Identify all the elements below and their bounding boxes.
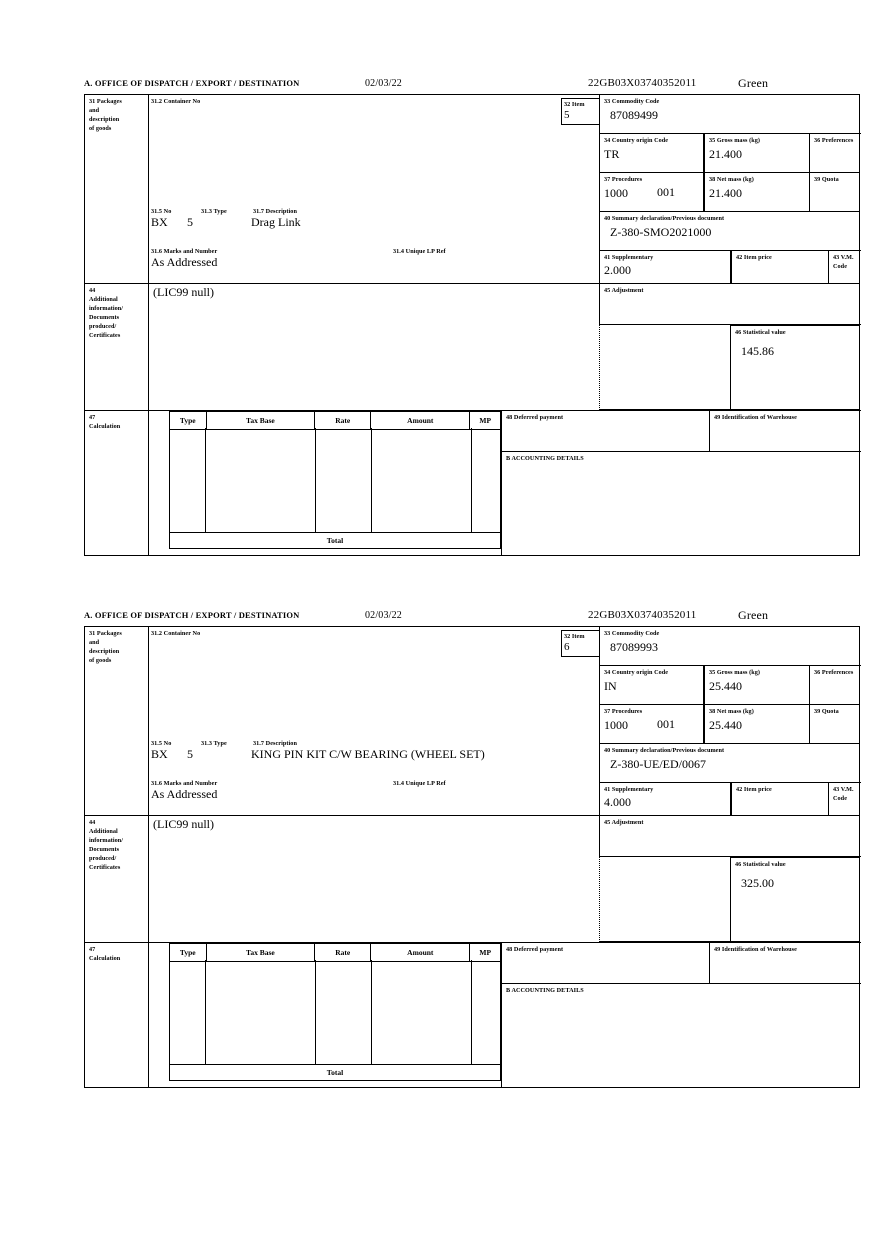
box-44-value: (LIC99 null): [153, 285, 214, 299]
box-46-left-blank: [599, 325, 730, 410]
col-mp: MP: [470, 412, 501, 430]
box-46-left-blank-2: [599, 857, 730, 942]
box-44-label2-line6: Certificates: [89, 864, 121, 871]
box-37-label-2: 37 Procedures: [604, 708, 643, 715]
box-49-warehouse-2: [709, 943, 861, 984]
lane-status: Green: [738, 76, 769, 90]
box-40-previous-document: [599, 212, 861, 251]
packages-no-label: 31.5 No: [151, 208, 172, 215]
packages-no-value-2: BX: [151, 747, 168, 761]
box-49-label: 49 Identification of Warehouse: [714, 414, 797, 421]
box-36-label: 36 Preferences: [814, 137, 854, 144]
form-header: [84, 78, 862, 94]
unique-lp-ref-label: 31.4 Unique LP Ref: [393, 248, 446, 255]
box-46-statistical-value: [730, 325, 860, 410]
box-34-country-origin: [599, 134, 704, 173]
calc-divider-2-2: [315, 960, 316, 1064]
mrn-number-2: 22GB03X03740352011: [588, 609, 697, 621]
box-47-calculation-area: [149, 410, 861, 556]
box-42-item-price-2: [731, 783, 829, 816]
box-34-label: 34 Country origin Code: [604, 137, 669, 144]
box-39-label: 39 Quota: [814, 176, 839, 183]
box-44-label2-line3: information/: [89, 837, 124, 844]
box-35-gross-mass-2: [704, 666, 810, 705]
box-47-label: [85, 410, 149, 556]
marks-and-number-label: 31.6 Marks and Number: [151, 248, 218, 255]
box-35-label-2: 35 Gross mass (kg): [709, 669, 761, 676]
box-b-label: B ACCOUNTING DETAILS: [506, 455, 584, 462]
box-31-label2-line4: of goods: [89, 657, 112, 664]
box-44-label-line5: produced/: [89, 323, 117, 330]
box-39-quota: [810, 173, 860, 212]
box-32-item-value: 5: [564, 109, 570, 121]
box-40-label-2: 40 Summary declaration/Previous document: [604, 747, 725, 754]
form-body: [84, 94, 860, 556]
box-41-label-2: 41 Supplementary: [604, 786, 654, 793]
box-38-label-2: 38 Net mass (kg): [709, 708, 754, 715]
box-40-label: 40 Summary declaration/Previous document: [604, 215, 725, 222]
box-35-label: 35 Gross mass (kg): [709, 137, 761, 144]
box-35-value-2: 25.440: [709, 679, 742, 693]
calculation-empty-body-2: [169, 960, 501, 1064]
box-31-label2-line3: description: [89, 648, 120, 655]
box-45-adjustment-2: [599, 816, 861, 857]
packages-description-value-2: KING PIN KIT C/W BEARING (WHEEL SET): [251, 747, 485, 761]
box-47-label-line1: 47: [89, 414, 96, 421]
box-44-value-2: (LIC99 null): [153, 817, 214, 831]
box-40-value: Z-380-SMO2021000: [610, 225, 712, 239]
declaration-date: 02/03/22: [365, 78, 402, 89]
box-38-net-mass-2: [704, 705, 810, 744]
box-31-label-line3: description: [89, 116, 120, 123]
box-45-label: 45 Adjustment: [604, 287, 644, 294]
container-no-label: 31.2 Container No: [151, 98, 201, 105]
calc-divider-2: [315, 428, 316, 532]
col-tax-base: Tax Base: [206, 412, 315, 430]
box-36-label-2: 36 Preferences: [814, 669, 854, 676]
box-37-value-2-2: 001: [657, 717, 675, 731]
box-31-label-line2: and: [89, 107, 100, 114]
box-37-procedures-2: [599, 705, 704, 744]
packages-description-value: Drag Link: [251, 215, 301, 229]
box-34-label-2: 34 Country origin Code: [604, 669, 669, 676]
box-49-label-2: 49 Identification of Warehouse: [714, 946, 797, 953]
box-32-item-label-2: 32 Item: [564, 633, 585, 640]
box-31-packages-area-2: [149, 627, 543, 815]
calc-divider-1-2: [205, 960, 206, 1064]
box-44-label2-line4: Documents: [89, 846, 120, 853]
box-32-item-frame-2: [561, 630, 599, 657]
box-32-item-frame: [561, 98, 599, 125]
box-b-accounting-details-2: [501, 984, 861, 1088]
box-34-country-origin-2: [599, 666, 704, 705]
box-b-accounting-details: [501, 452, 861, 556]
marks-and-number-label-2: 31.6 Marks and Number: [151, 780, 218, 787]
packages-type-label-2: 31.3 Type: [201, 740, 227, 747]
form-body-2: [84, 626, 860, 1088]
box-43-label: 43 V.M. Code: [833, 254, 854, 270]
col-rate: Rate: [315, 412, 371, 430]
box-44-label-2: [85, 815, 149, 942]
box-46-label-2: 46 Statistical value: [735, 861, 786, 868]
box-36-preferences-2: [810, 666, 860, 705]
col-amount-2: Amount: [371, 944, 470, 962]
calc-divider-4: [471, 428, 472, 532]
packages-no-label-2: 31.5 No: [151, 740, 172, 747]
box-37-value-2: 001: [657, 185, 675, 199]
box-46-value-2: 325.00: [741, 876, 774, 890]
box-38-label: 38 Net mass (kg): [709, 176, 754, 183]
box-42-item-price: [731, 251, 829, 284]
form-header-2: [84, 610, 862, 626]
lane-status-2: Green: [738, 608, 769, 622]
box-44-label2-line5: produced/: [89, 855, 117, 862]
box-31-label: [85, 95, 149, 283]
box-44-label-line6: Certificates: [89, 332, 121, 339]
box-45-adjustment: [599, 284, 861, 325]
box-43-vm-code: [829, 251, 860, 284]
box-33-label: 33 Commodity Code: [604, 98, 660, 105]
box-33-commodity-code-2: [599, 627, 861, 666]
box-44-label-line2: Additional: [89, 296, 118, 303]
box-47-label2-line1: 47: [89, 946, 96, 953]
box-43-label-2: 43 V.M. Code: [833, 786, 854, 802]
table-header-row-2: [170, 944, 501, 962]
box-41-supplementary: [599, 251, 731, 284]
box-32-item-label: 32 Item: [564, 101, 585, 108]
box-46-label: 46 Statistical value: [735, 329, 786, 336]
col-rate-2: Rate: [315, 944, 371, 962]
box-44-label-line4: Documents: [89, 314, 120, 321]
box-44-label-line3: information/: [89, 305, 124, 312]
col-amount: Amount: [371, 412, 470, 430]
box-47-label2-line2: Calculation: [89, 955, 121, 962]
table-header-row: [170, 412, 501, 430]
col-mp-2: MP: [470, 944, 501, 962]
box-45-label-2: 45 Adjustment: [604, 819, 644, 826]
box-44-additional-information: [149, 283, 599, 410]
box-32-item-value-2: 6: [564, 641, 570, 653]
box-40-previous-document-2: [599, 744, 861, 783]
calculation-total-row: Total: [169, 532, 501, 549]
box-44-additional-information-2: [149, 815, 599, 942]
packages-type-value-2: 5: [187, 747, 193, 761]
container-no-label-2: 31.2 Container No: [151, 630, 201, 637]
box-44-label2-line2: Additional: [89, 828, 118, 835]
declaration-date-2: 02/03/22: [365, 610, 402, 621]
packages-type-label: 31.3 Type: [201, 208, 227, 215]
box-49-warehouse: [709, 411, 861, 452]
box-46-statistical-value-2: [730, 857, 860, 942]
box-34-value-2: IN: [604, 679, 617, 693]
box-48-label: 48 Deferred payment: [506, 414, 564, 421]
mrn-number: 22GB03X03740352011: [588, 77, 697, 89]
calc-divider-3: [371, 428, 372, 532]
box-36-preferences: [810, 134, 860, 173]
box-48-label-2: 48 Deferred payment: [506, 946, 564, 953]
box-41-supplementary-2: [599, 783, 731, 816]
marks-and-number-value: As Addressed: [151, 255, 218, 269]
box-35-value: 21.400: [709, 147, 742, 161]
calc-divider-1: [205, 428, 206, 532]
customs-declaration-form-2: [84, 610, 862, 1088]
box-31-label-line1: 31 Packages: [89, 98, 122, 105]
box-33-label-2: 33 Commodity Code: [604, 630, 660, 637]
packages-description-label-2: 31.7 Description: [253, 740, 297, 747]
box-41-value: 2.000: [604, 263, 631, 277]
box-33-value-2: 87089993: [610, 640, 658, 654]
box-b-label-2: B ACCOUNTING DETAILS: [506, 987, 584, 994]
box-43-vm-code-2: [829, 783, 860, 816]
box-37-procedures: [599, 173, 704, 212]
box-44-label: [85, 283, 149, 410]
box-44-label2-line1: 44: [89, 819, 96, 826]
packages-description-label: 31.7 Description: [253, 208, 297, 215]
box-47-label-line2: Calculation: [89, 423, 121, 430]
box-38-value-2: 25.440: [709, 718, 742, 732]
box-47-calculation-area-2: [149, 942, 861, 1088]
box-35-gross-mass: [704, 134, 810, 173]
packages-no-value: BX: [151, 215, 168, 229]
box-31-label-line4: of goods: [89, 125, 112, 132]
col-type-2: Type: [170, 944, 207, 962]
unique-lp-ref-label-2: 31.4 Unique LP Ref: [393, 780, 446, 787]
box-38-value: 21.400: [709, 186, 742, 200]
box-41-value-2: 4.000: [604, 795, 631, 809]
packages-type-value: 5: [187, 215, 193, 229]
box-44-label-line1: 44: [89, 287, 96, 294]
box-40-value-2: Z-380-UE/ED/0067: [610, 757, 706, 771]
box-39-label-2: 39 Quota: [814, 708, 839, 715]
box-32-item: [543, 95, 599, 283]
box-32-item-2: [543, 627, 599, 815]
box-31-packages-area: [149, 95, 543, 283]
box-31-label2-line1: 31 Packages: [89, 630, 122, 637]
box-34-value: TR: [604, 147, 620, 161]
box-37-value-1: 1000: [604, 186, 628, 200]
box-39-quota-2: [810, 705, 860, 744]
box-48-deferred-payment-2: [501, 943, 709, 984]
box-46-value: 145.86: [741, 344, 774, 358]
col-tax-base-2: Tax Base: [206, 944, 315, 962]
box-38-net-mass: [704, 173, 810, 212]
box-33-value: 87089499: [610, 108, 658, 122]
box-31-label2-line2: and: [89, 639, 100, 646]
box-41-label: 41 Supplementary: [604, 254, 654, 261]
box-48-deferred-payment: [501, 411, 709, 452]
box-33-commodity-code: [599, 95, 861, 134]
calculation-empty-body: [169, 428, 501, 532]
calculation-total-row-2: Total: [169, 1064, 501, 1081]
office-of-dispatch-label-2: A. OFFICE OF DISPATCH / EXPORT / DESTINATION: [84, 610, 300, 620]
box-37-value-1-2: 1000: [604, 718, 628, 732]
box-31-label-2: [85, 627, 149, 815]
calc-divider-3-2: [371, 960, 372, 1064]
customs-declaration-form-1: [84, 78, 862, 556]
box-42-label: 42 Item price: [736, 254, 772, 261]
box-42-label-2: 42 Item price: [736, 786, 772, 793]
box-47-label-2: [85, 942, 149, 1088]
marks-and-number-value-2: As Addressed: [151, 787, 218, 801]
col-type: Type: [170, 412, 207, 430]
box-37-label: 37 Procedures: [604, 176, 643, 183]
calc-divider-4-2: [471, 960, 472, 1064]
office-of-dispatch-label: A. OFFICE OF DISPATCH / EXPORT / DESTINATION: [84, 78, 300, 88]
